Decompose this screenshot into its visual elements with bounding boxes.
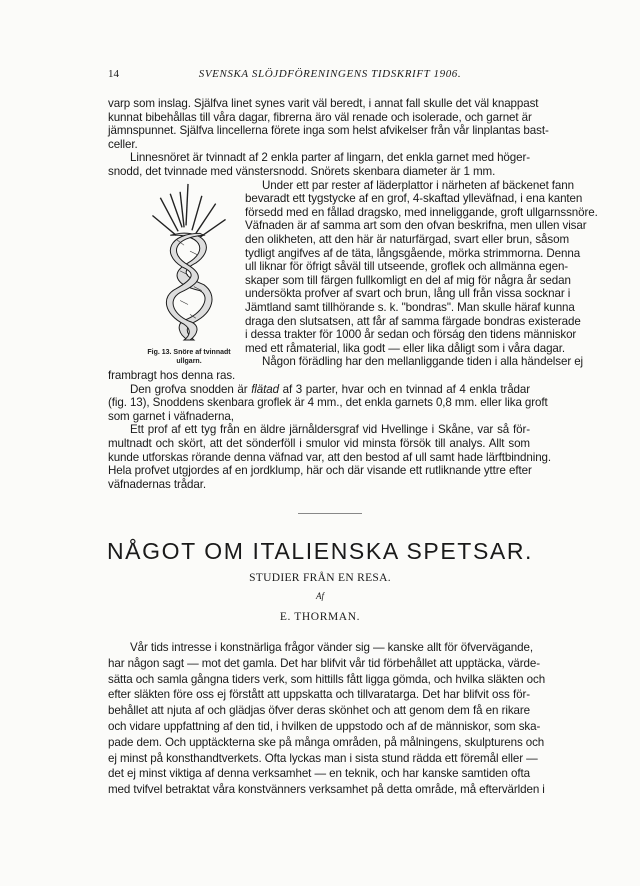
article-subtitle: STUDIER FRÅN EN RESA. xyxy=(249,572,391,584)
text-line: undersökta profver af svart och brun, lång ull från vissa socknar i xyxy=(245,287,571,301)
text-line: det ej minst viktiga af denna verksamhet — en teknik, och har kanske samtiden ofta xyxy=(108,767,530,781)
figure-caption xyxy=(140,348,238,366)
text-line: celler. xyxy=(108,137,138,151)
text-line: har någon sagt — mot det gamla. Det har blifvit vår tid förbehållet att upptäcka, värde- xyxy=(108,656,540,670)
text-line: Hela profvet utgjordes af en jordklump, här och där visande ett rutliknande yttre efter xyxy=(108,464,532,478)
text-line: ull liknar för öfrigt såväl till utseende, groflek och allmänna egen- xyxy=(245,260,569,274)
text-line: kunnat bibehållas till våra dagar, fibrerna äro väl renade och isolerade, och garnet är xyxy=(108,110,532,124)
text-line: Vår tids intresse i konstnärliga frågor vänder sig — kanske allt för öfvervägande, xyxy=(130,641,533,654)
page-number: 14 xyxy=(108,68,119,80)
text-line: draga den slutsatsen, att får af samma färgade bondras existerade xyxy=(245,314,581,328)
text-line: som garnet i väfnaderna, xyxy=(108,409,234,423)
text-line: frambragt hos denna ras. xyxy=(108,369,236,382)
text-line: Den grofva snodden är flätad af 3 parter, hvar och en tvinnad af 4 enkla trådar xyxy=(130,382,531,396)
text-line: Under ett par rester af läderplattor i närheten af bäckenet fann xyxy=(262,178,574,192)
section-divider xyxy=(298,513,362,514)
text-line: bevaradt ett tygstycke af en grof, 4-skaftad ylleväfnad, i ena kanten xyxy=(245,192,583,206)
text-line: (fig. 13), Snoddens skenbara groflek är 4 mm., det enkla garnets 0,8 mm. eller lika groft xyxy=(108,396,548,410)
text-line: tydligt angifves af de täta, långsgående, mörka strimmorna. Denna xyxy=(245,246,581,260)
text-line: med ett råmaterial, lika godt — eller lika dåligt som i våra dagar. xyxy=(245,341,566,355)
text-line: skaper som till färgen fullkomligt en del af mig för några år sedan xyxy=(245,273,571,287)
text-line: väfnadernas trådar. xyxy=(108,477,206,491)
text-line: Jämtland samt tillhörande s. k. "bondras". Man skulle häraf kunna xyxy=(245,301,575,314)
text-line: pade dem. Och upptäckterna ske på många områden, på målningens, skulpturens och xyxy=(108,735,545,749)
text-line: kunde utforskas rörande denna väfnad var, att den bestod af ull samt hade lärftbindning. xyxy=(108,450,552,464)
text-line: sätta och samla gångna tiders verk, som hittills fått ligga gömda, och hvilka släkten och xyxy=(108,672,546,686)
article-author: E. THORMAN. xyxy=(279,611,361,623)
text-line: den olikheten, att den här är naturfärgad, svart eller brun, såsom xyxy=(245,233,570,246)
text-line: Linnesnöret är tvinnadt af 2 enkla parter af lingarn, det enkla garnet med höger- xyxy=(130,151,530,165)
article-title: NÅGOT OM ITALIENSKA SPETSAR. xyxy=(106,538,534,564)
text-line: i dessa trakter för 1000 år sedan och förság den tidens människor xyxy=(245,328,577,342)
text-line: Någon förädling har den mellanliggande tiden i alla händelser ej xyxy=(262,355,584,369)
caption-line: ullgarn. xyxy=(176,358,202,365)
text-line: och vidare uppfattning af den tid, i hvilken de uppstodo och af de människor, som ska- xyxy=(108,720,541,733)
caption-line: Fig. 13. Snöre af tvinnadt xyxy=(147,349,231,356)
text-line: försedd med en fållad dragsko, med inneliggande, groft ullgarnssnöre. xyxy=(245,205,598,219)
text-line: multnadt och skört, att det sönderföll i smulor vid minsta försök till analys. Allt som xyxy=(108,437,530,450)
text-line: jämnspunnet. Själfva lincellerna förete inga som helst afvikelser från vår linplantas bast- xyxy=(108,124,549,138)
text-line: varp som inslag. Själfva linet synes varit väl beredt, i annat fall skulle det väl knappast xyxy=(108,97,539,110)
text-line: Ett prof af ett tyg från en äldre järnåldersgraf vid Hvellinge i Skåne, var så för- xyxy=(130,423,530,437)
running-title: SVENSKA SLÖJDFÖRENINGENS TIDSKRIFT 1906. xyxy=(198,68,462,80)
text-line: behållet att njuta af och glädjas öfver deras skönhet och att genom dem få en rikare xyxy=(108,704,530,718)
figure-braid-illustration xyxy=(140,176,238,344)
text-line: med tvifvel betraktat våra konstvänners verksamhet på detta område, må eftervärlden i xyxy=(108,783,545,797)
text-line: ej minst på konsthandtverkets. Ofta lyckas man i sista stund rädda ett föremål eller — xyxy=(108,751,538,765)
text-line: Väfnaden är af samma art som den ofvan beskrifna, men ullen visar xyxy=(245,219,587,233)
text-line: snodd, det tvinnade med vänstersnodd. Snörets skenbara diameter är 1 mm. xyxy=(108,165,496,178)
text-line: efter släkten före oss ej förstått att uppskatta och tillvaratarga. Det har blifvit oss för- xyxy=(108,688,530,702)
byline-prefix: Af xyxy=(316,591,324,601)
